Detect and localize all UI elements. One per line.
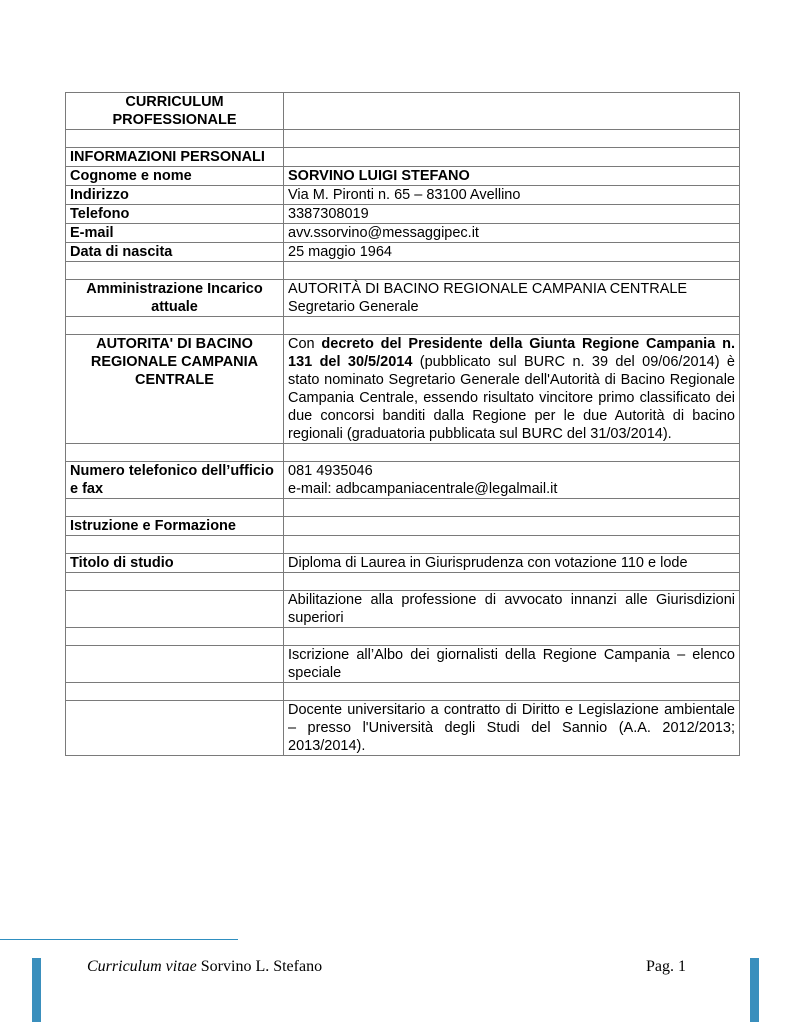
footer-accent-bar-right [750, 958, 759, 1022]
office-phone: 081 4935046 [288, 463, 373, 479]
footer-title-italic: Curriculum vitae [87, 958, 197, 975]
qualification-value: Abilitazione alla professione di avvocato innanzi alle Giurisdizioni superiori [284, 591, 740, 628]
admin-role: Segretario Generale [288, 299, 419, 315]
email-label: E-mail [66, 224, 284, 243]
spacer-cell [66, 573, 284, 591]
teaching-value: Docente universitario a contratto di Diritto e Legislazione ambientale – presso l'Università degli Studi del Sannio (A.A. 2012/2013; 2013/2014). [284, 701, 740, 756]
empty-cell [66, 701, 284, 756]
birth-label: Data di nascita [66, 243, 284, 262]
empty-cell [66, 646, 284, 683]
spacer-cell [66, 317, 284, 335]
address-label: Indirizzo [66, 186, 284, 205]
empty-cell [284, 517, 740, 536]
degree-value: Diploma di Laurea in Giurisprudenza con votazione 110 e lode [284, 554, 740, 573]
office-email: e-mail: adbcampaniacentrale@legalmail.it [288, 481, 558, 497]
spacer-cell [284, 262, 740, 280]
office-label: Numero telefonico dell’ufficio e fax [66, 462, 284, 499]
cv-table [65, 92, 740, 756]
degree-label: Titolo di studio [66, 554, 284, 573]
spacer-cell [284, 444, 740, 462]
spacer-cell [66, 536, 284, 554]
personal-info-header: INFORMAZIONI PERSONALI [66, 148, 284, 167]
footer-accent-bar-left [32, 958, 41, 1022]
spacer-cell [284, 499, 740, 517]
name-label: Cognome e nome [66, 167, 284, 186]
page-number: Pag. 1 [646, 958, 686, 975]
spacer-cell [284, 683, 740, 701]
authority-description [284, 335, 740, 444]
phone-label: Telefono [66, 205, 284, 224]
spacer-cell [66, 683, 284, 701]
spacer-cell [284, 628, 740, 646]
authority-label: AUTORITA' DI BACINO REGIONALE CAMPANIA CENTRALE [66, 335, 284, 444]
spacer-cell [284, 317, 740, 335]
phone-value: 3387308019 [284, 205, 740, 224]
spacer-cell [66, 628, 284, 646]
spacer-cell [66, 130, 284, 148]
name-value: SORVINO LUIGI STEFANO [284, 167, 740, 186]
authority-pre: Con [288, 336, 322, 352]
spacer-cell [284, 573, 740, 591]
admin-label: Amministrazione Incarico attuale [66, 280, 284, 317]
authority-post: (pubblicato sul BURC n. 39 del 09/06/2014) è stato nominato Segretario Generale dell'Autorità di Bacino Regionale Campania Centrale, essendo risultato vincitore primo classificato dei due concorsi banditi dalla Regione per le due Autorità di bacino regionali (graduatoria pubblicata sul BURC del 31/03/2014). [288, 354, 735, 442]
education-header: Istruzione e Formazione [66, 517, 284, 536]
footer-divider [0, 939, 238, 940]
birth-value: 25 maggio 1964 [284, 243, 740, 262]
admin-authority: AUTORITÀ DI BACINO REGIONALE CAMPANIA CENTRALE [288, 281, 688, 297]
decree-reference: decreto del Presidente della Giunta Regione Campania n. 131 del 30/5/2014 [288, 336, 735, 370]
spacer-cell [284, 536, 740, 554]
empty-cell [284, 93, 740, 130]
empty-cell [284, 148, 740, 167]
cv-title: CURRICULUM PROFESSIONALE [66, 93, 284, 130]
admin-value [284, 280, 740, 317]
journalist-value: Iscrizione all’Albo dei giornalisti della Regione Campania – elenco speciale [284, 646, 740, 683]
empty-cell [66, 591, 284, 628]
spacer-cell [66, 444, 284, 462]
spacer-cell [66, 499, 284, 517]
office-contacts [284, 462, 740, 499]
spacer-cell [66, 262, 284, 280]
footer-title-name: Sorvino L. Stefano [196, 958, 323, 975]
spacer-cell [284, 130, 740, 148]
footer-title [87, 958, 322, 976]
email-value: avv.ssorvino@messaggipec.it [284, 224, 740, 243]
address-value: Via M. Pironti n. 65 – 83100 Avellino [284, 186, 740, 205]
